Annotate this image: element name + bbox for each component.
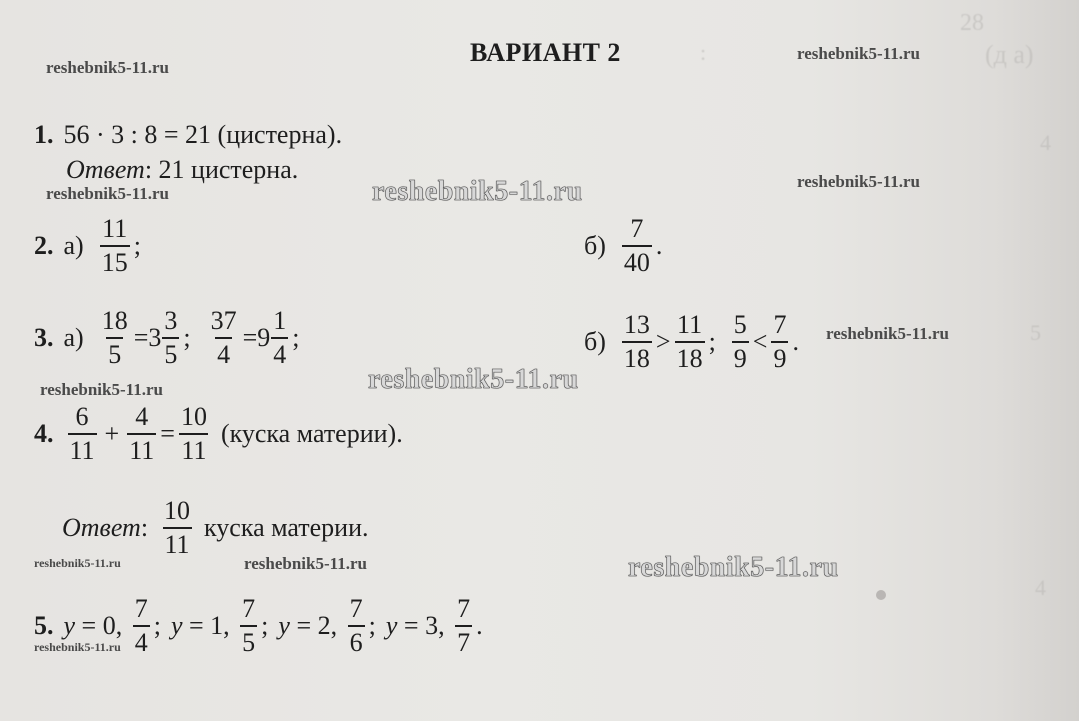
task-number: 2. xyxy=(34,231,54,260)
equals-sign: = xyxy=(242,323,258,352)
mixed-number: 9 $\frac{1}{4}$ xyxy=(257,306,287,369)
fraction: $\frac{4}{11}$ xyxy=(129,402,155,465)
fraction: $\frac{13}{18}$ xyxy=(623,310,650,373)
answer-text: куска материи. xyxy=(204,513,369,542)
bleed-through-text: 28 xyxy=(960,10,984,36)
task-1-formula: 56 · 3 : 8 = 21 (цистерна). xyxy=(63,120,343,149)
task-3b xyxy=(584,312,799,372)
fraction: $\frac{7}{40}$ xyxy=(623,214,650,277)
unit-text: (куска материи). xyxy=(220,419,403,448)
fraction: $\frac{7}{6}$ xyxy=(349,594,363,657)
bleed-through-text: (д а) xyxy=(985,40,1034,69)
punctuation: ; xyxy=(133,231,141,260)
fraction: $\frac{10}{11}$ xyxy=(180,402,207,465)
punctuation: . xyxy=(792,327,799,356)
fraction: $\frac{11}{15}$ xyxy=(101,214,128,277)
part-label: а) xyxy=(63,231,84,260)
answer-text: : 21 цистерна. xyxy=(144,155,299,184)
task-1-expression xyxy=(34,120,342,150)
watermark: reshebnik5-11.ru xyxy=(826,324,949,343)
comparison-sign: > xyxy=(655,327,671,356)
task-number: 5. xyxy=(34,611,54,640)
task-2b xyxy=(584,216,662,276)
fraction: $\frac{11}{18}$ xyxy=(676,310,703,373)
bleed-through-text: 4 xyxy=(1040,130,1051,155)
equation-text: = 3, xyxy=(397,611,452,640)
answer-label: Ответ xyxy=(66,155,145,184)
equals-sign: = xyxy=(160,419,175,448)
task-2a xyxy=(34,216,141,276)
comparison-sign: < xyxy=(752,327,768,356)
watermark-large: reshebnik5-11.ru xyxy=(368,364,579,395)
punctuation: ; xyxy=(261,611,269,640)
variable: y xyxy=(385,611,398,640)
page-title: ВАРИАНТ 2 xyxy=(470,38,621,67)
equation-text: = 1, xyxy=(182,611,237,640)
task-3a xyxy=(34,308,300,368)
watermark: reshebnik5-11.ru xyxy=(244,554,367,573)
punctuation: : xyxy=(140,513,149,542)
watermark: reshebnik5-11.ru xyxy=(46,58,169,77)
punctuation: ; xyxy=(292,323,300,352)
fraction: $\frac{7}{4}$ xyxy=(134,594,148,657)
watermark-large: reshebnik5-11.ru xyxy=(372,176,583,207)
watermark: reshebnik5-11.ru xyxy=(797,44,920,63)
fraction: $\frac{7}{9}$ xyxy=(773,310,787,373)
variable: y xyxy=(278,611,290,640)
plus-sign: + xyxy=(104,419,120,448)
bleed-through-text: 4 xyxy=(1035,575,1046,600)
variable: y xyxy=(170,611,183,640)
smudge-mark xyxy=(876,590,886,600)
watermark: reshebnik5-11.ru xyxy=(34,640,121,654)
equals-sign: = xyxy=(133,323,149,352)
task-number: 1. xyxy=(34,120,54,149)
fraction: $\frac{7}{7}$ xyxy=(457,594,471,657)
watermark: reshebnik5-11.ru xyxy=(46,184,169,203)
part-label: а) xyxy=(63,323,84,352)
task-5-expression xyxy=(34,596,483,656)
part-label: б) xyxy=(584,231,606,260)
fraction: $\frac{7}{5}$ xyxy=(242,594,256,657)
punctuation: . xyxy=(655,231,663,260)
fraction: $\frac{10}{11}$ xyxy=(164,496,191,559)
watermark: reshebnik5-11.ru xyxy=(34,556,121,570)
part-label: б) xyxy=(584,327,606,356)
punctuation: ; xyxy=(183,323,191,352)
punctuation: . xyxy=(476,611,483,640)
variable: y xyxy=(63,611,76,640)
task-number: 4. xyxy=(34,419,54,448)
mixed-number: 3 $\frac{3}{5}$ xyxy=(148,306,178,369)
bleed-through-text: 5 xyxy=(1030,320,1041,345)
equation-text: = 2, xyxy=(289,611,344,640)
task-number: 3. xyxy=(34,323,54,352)
task-4-answer xyxy=(62,498,369,558)
punctuation: ; xyxy=(153,611,161,640)
equation-text: = 0, xyxy=(75,611,129,640)
watermark: reshebnik5-11.ru xyxy=(40,380,163,399)
bleed-through-text: : xyxy=(700,40,707,65)
fraction: $\frac{5}{9}$ xyxy=(733,310,747,373)
fraction: $\frac{37}{4}$ xyxy=(210,306,237,369)
punctuation: ; xyxy=(368,611,376,640)
task-4-expression xyxy=(34,404,403,464)
fraction: $\frac{18}{5}$ xyxy=(101,306,128,369)
watermark: reshebnik5-11.ru xyxy=(797,172,920,191)
answer-label: Ответ xyxy=(62,513,141,542)
punctuation: ; xyxy=(708,327,716,356)
watermark-large: reshebnik5-11.ru xyxy=(628,552,839,583)
task-1-answer xyxy=(66,155,298,185)
fraction: $\frac{6}{11}$ xyxy=(69,402,95,465)
